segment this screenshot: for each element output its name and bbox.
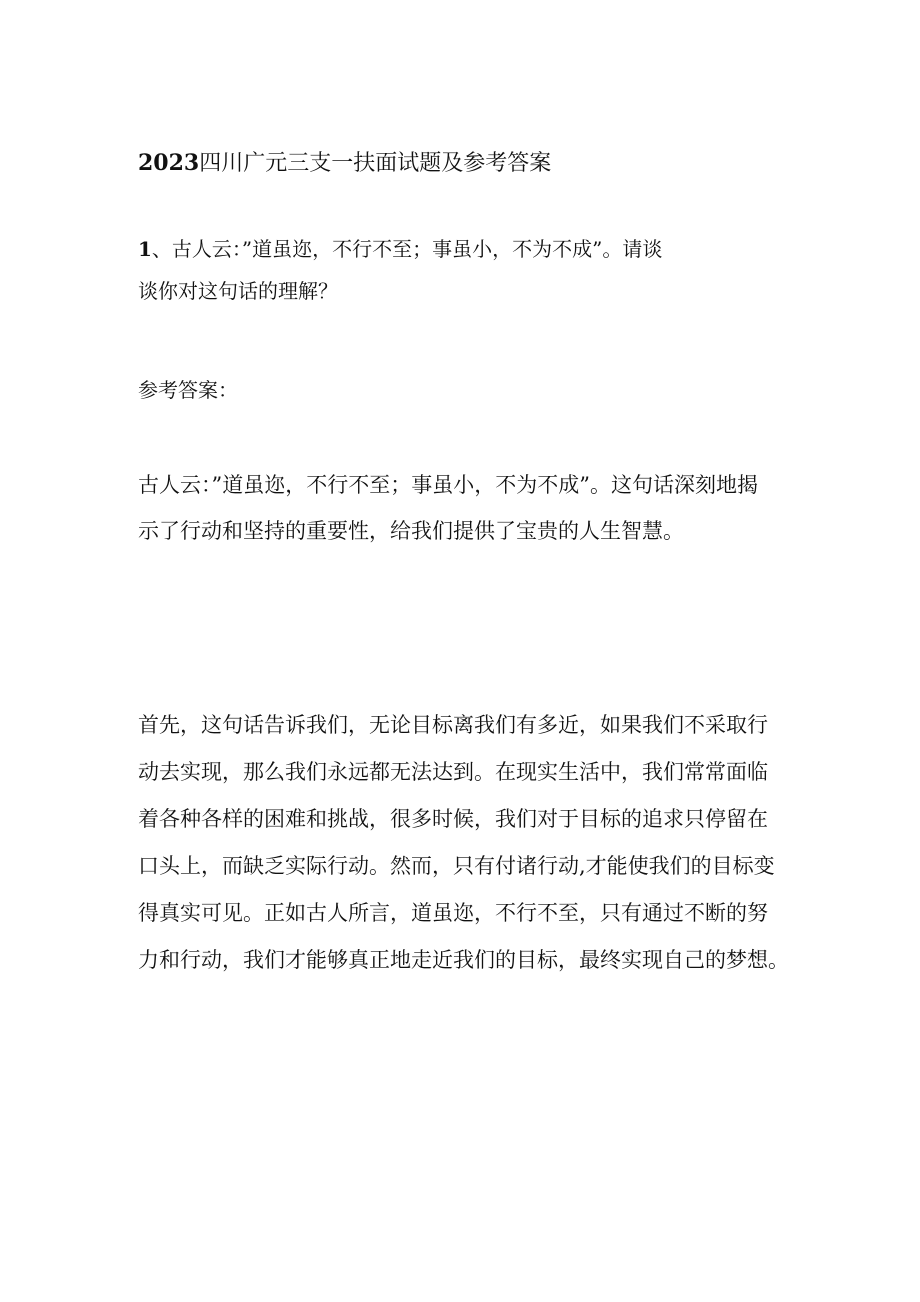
answer-paragraph-1 — [138, 462, 798, 554]
paragraph-line: 着各种各样的困难和挑战，很多时候，我们对于目标的追求只停留在 — [138, 807, 768, 831]
paragraph-line: 首先，这句话告诉我们，无论目标离我们有多近，如果我们不采取行 — [138, 713, 768, 737]
question-text-line-2: 谈你对这句话的理解？ — [138, 279, 338, 303]
paragraph-line: 口头上，而缺乏实际行动。然而，只有付诸行动,才能使我们的目标变 — [138, 854, 775, 878]
question-line — [138, 228, 738, 270]
paragraph-line: 力和行动，我们才能够真正地走近我们的目标，最终实现自己的梦想。 — [138, 948, 789, 972]
title-text: 四川广元三支一扶面试题及参考答案 — [199, 151, 552, 176]
answer-label: 参考答案： — [138, 378, 238, 402]
question-number: 1 — [138, 237, 152, 261]
question-1 — [138, 228, 738, 312]
document-title — [138, 146, 551, 181]
title-year: 2023 — [138, 150, 200, 176]
paragraph-line: 古人云：”道虽迩，不行不至；事虽小，不为不成”。这句话深刻地揭 — [138, 473, 758, 497]
paragraph-line: 示了行动和坚持的重要性，给我们提供了宝贵的人生智慧。 — [138, 519, 684, 543]
question-text-line-1: 、古人云：”道虽迩，不行不至；事虽小，不为不成”。请谈 — [151, 237, 663, 261]
paragraph-line: 动去实现，那么我们永远都无法达到。在现实生活中，我们常常面临 — [138, 760, 768, 784]
paragraph-line: 得真实可见。正如古人所言，道虽迩，不行不至，只有通过不断的努 — [138, 901, 768, 925]
answer-paragraph-2 — [138, 702, 810, 984]
